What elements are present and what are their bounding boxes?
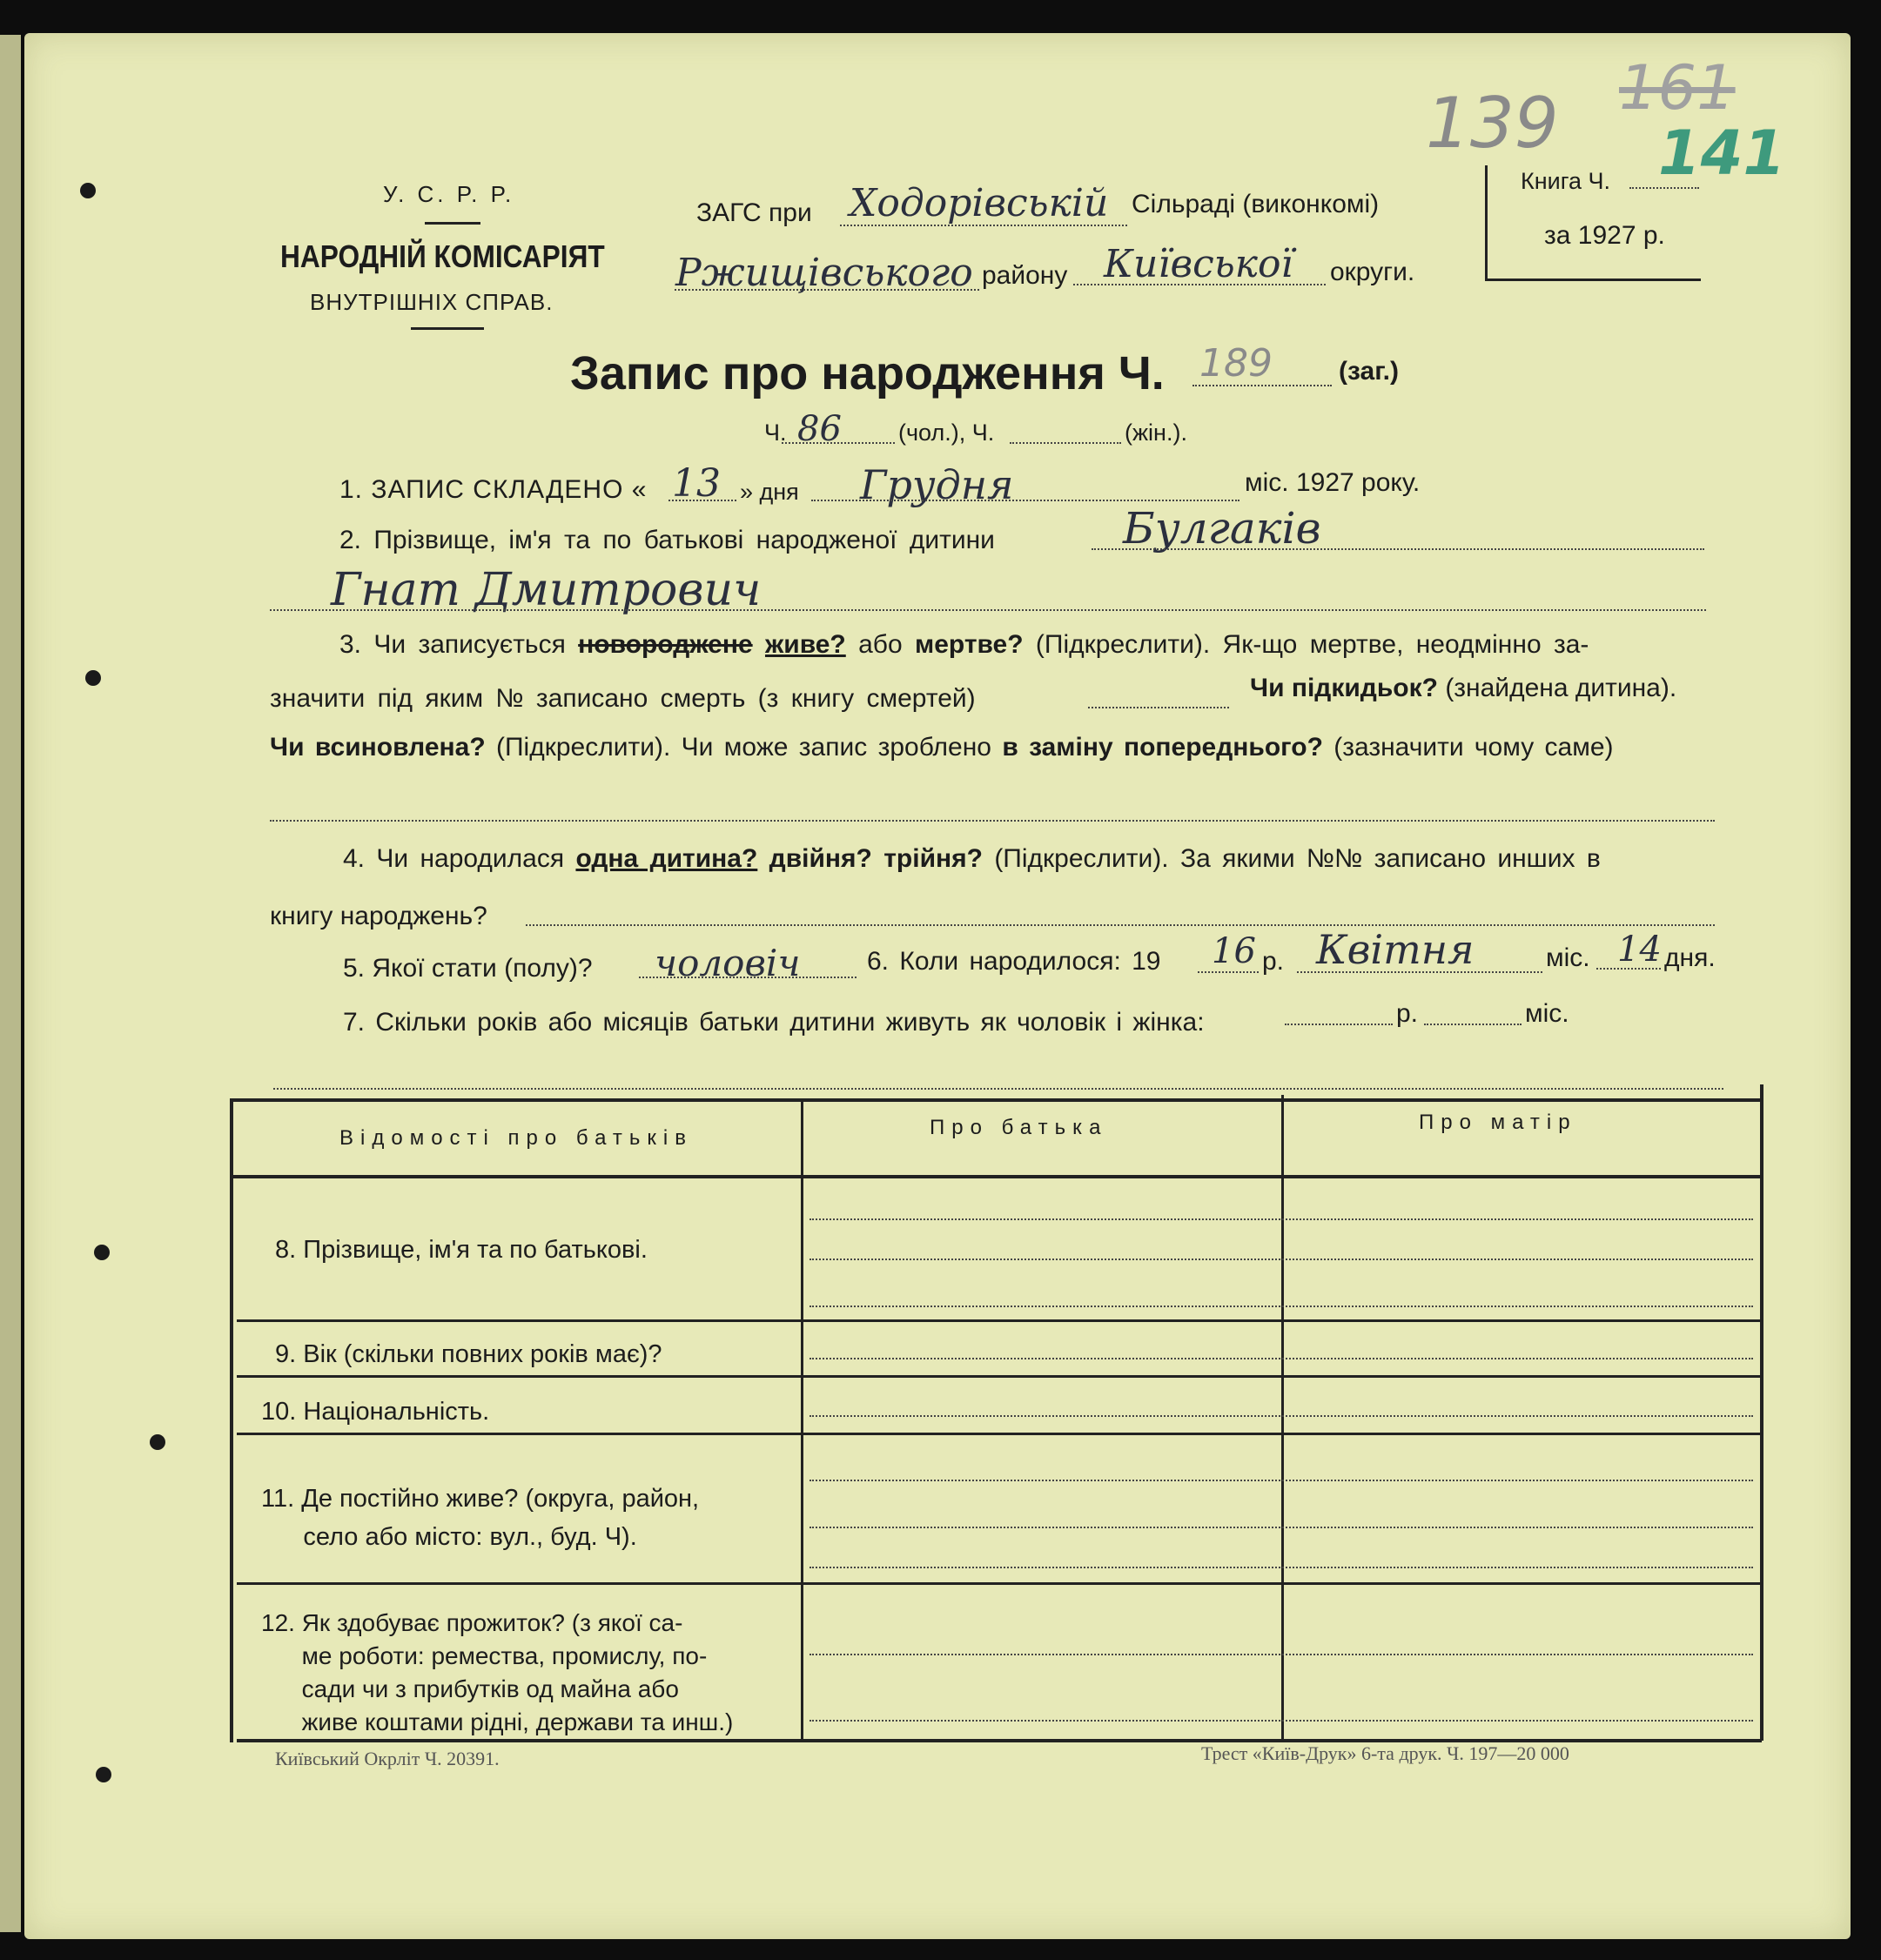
item6-year-suffix: р. — [1262, 947, 1285, 976]
row-divider — [237, 1319, 1762, 1322]
item7-years-suffix: р. — [1396, 999, 1419, 1028]
record-number-line — [1192, 385, 1332, 386]
item3-line3 — [270, 733, 1614, 762]
row-divider — [237, 1375, 1762, 1378]
item3-instr2: (Підкреслити). Чи може запис зроблено — [496, 733, 991, 762]
female-number-line — [1010, 442, 1121, 444]
record-number: 189 — [1199, 341, 1273, 386]
record-total-label: (заг.) — [1339, 357, 1400, 386]
village-council-name: Ходорівській — [850, 181, 1109, 225]
child-given-names-line — [270, 609, 1706, 611]
book-box-bottom-border — [1485, 279, 1701, 281]
item3-death-line — [1088, 707, 1229, 708]
village-council-line — [840, 225, 1127, 226]
okrug-line — [1073, 284, 1326, 285]
item3-or: або — [858, 630, 903, 659]
header-divider — [411, 327, 484, 330]
item4-instruction: (Підкреслити). За якими №№ записано инших в — [994, 844, 1601, 873]
punch-hole — [80, 183, 96, 198]
record-title: Запис про народження Ч. — [570, 347, 1165, 399]
table-header-mother: Про матір — [1419, 1111, 1577, 1134]
item3-found-child: (знайдена дитина). — [1445, 674, 1677, 702]
village-council-label: Сільраді (виконкомі) — [1132, 190, 1380, 218]
book-number-label: Книга Ч. — [1521, 168, 1610, 194]
item3-instruction: (Підкреслити). Як-що мертве, неодмінно за- — [1035, 630, 1589, 659]
table-header-info: Відомості про батьків — [339, 1126, 693, 1150]
table-row-11: 11. Де постійно живе? (округа, район, село або місто: вул., буд. Ч). — [261, 1485, 700, 1551]
child-surname: Булгаків — [1123, 503, 1321, 554]
item3-line1 — [339, 630, 1589, 660]
punch-hole — [85, 670, 101, 686]
punch-hole — [96, 1767, 111, 1782]
fill-line — [810, 1306, 1753, 1307]
row-divider — [237, 1582, 1762, 1585]
item5-sex: чоловіч — [655, 942, 801, 984]
item4-one-child: одна дитина? — [575, 844, 758, 873]
item7-blank-line — [273, 1088, 1723, 1090]
fill-line — [810, 1527, 1753, 1528]
male-label: (чол.), Ч. — [898, 420, 995, 446]
item1-month: Грудня — [860, 461, 1014, 508]
item3-blank-line — [270, 820, 1715, 822]
item4-line2: книгу народжень? — [270, 902, 487, 930]
commissariat-title: НАРОДНІЙ КОМІСАРІЯТ — [280, 238, 605, 274]
male-number-line — [782, 442, 895, 444]
row-divider — [237, 1433, 1762, 1435]
fill-line — [810, 1654, 1753, 1655]
item4-line1 — [343, 844, 1601, 874]
item7-months-line — [1424, 1024, 1522, 1025]
male-number: 86 — [797, 409, 842, 449]
fill-line — [810, 1720, 1753, 1722]
item3-replacement: в заміну попереднього? — [1002, 733, 1323, 762]
zags-label: ЗАГС при — [696, 198, 812, 227]
item6-year: 16 — [1212, 931, 1256, 971]
fill-line — [810, 1415, 1753, 1417]
table-border — [230, 1098, 1763, 1102]
table-row-12: 12. Як здобуває прожиток? (з якої са- ме роботи: ремества, промислу, по- сади чи з прибутків од майна або живе коштами рідні, держави та инш.) — [261, 1609, 734, 1735]
item6-day: 14 — [1617, 930, 1662, 970]
item6-month: Квітня — [1316, 926, 1475, 973]
item5-label: 5. Якої стати (полу)? — [343, 954, 593, 983]
table-border — [1760, 1084, 1763, 1741]
item3-option-newborn: новороджене — [578, 630, 753, 659]
item2-label: 2. Прізвище, ім'я та по батькові народженої дитини — [339, 526, 995, 554]
district-line — [675, 289, 979, 291]
item4-question: 4. Чи народилася — [343, 844, 565, 873]
item6-day-suffix: дня. — [1664, 943, 1716, 972]
table-row-9: 9. Вік (скільки повних років має)? — [275, 1340, 662, 1368]
item1-month-line — [811, 500, 1239, 501]
male-number-prefix: Ч. — [764, 420, 787, 446]
item6-year-line — [1198, 971, 1259, 973]
item3-option-dead: мертве? — [915, 630, 1024, 659]
item1-day-label: » дня — [740, 479, 799, 505]
item7-years-line — [1285, 1024, 1393, 1025]
item1-day: 13 — [672, 461, 721, 506]
item6-month-line — [1297, 971, 1542, 973]
child-given-names: Гнат Дмитрович — [331, 564, 762, 616]
archive-number: 139 — [1426, 83, 1559, 164]
fill-line — [810, 1259, 1753, 1260]
item1-day-line — [668, 500, 736, 501]
table-header-father: Про батька — [930, 1116, 1108, 1139]
district-label: району — [982, 261, 1068, 290]
column-divider — [1281, 1095, 1284, 1741]
item3-option-alive: живе? — [764, 630, 846, 659]
republic-abbr: У. С. Р. Р. — [383, 181, 515, 207]
fill-line — [810, 1480, 1753, 1481]
book-year: за 1927 р. — [1544, 221, 1665, 250]
item4-blank-line — [526, 924, 1715, 926]
table-row-8: 8. Прізвище, ім'я та по батькові. — [275, 1236, 648, 1264]
okrug-name: Київської — [1104, 242, 1293, 286]
item3-death-text: значити під яким № записано смерть (з книгу смертей) — [270, 684, 976, 713]
fill-line — [810, 1218, 1753, 1220]
item1-label: 1. ЗАПИС СКЛАДЕНО « — [339, 475, 648, 504]
table-border — [230, 1098, 233, 1742]
item7-months-suffix: міс. — [1525, 999, 1569, 1028]
footer-left: Київський Окрліт Ч. 20391. — [275, 1748, 500, 1769]
item3-foundling: Чи підкидьок? — [1250, 674, 1438, 702]
item6-label: 6. Коли народилося: 19 — [867, 947, 1161, 976]
item4-options: двійня? трійня? — [769, 844, 983, 873]
item7-label: 7. Скільки років або місяців батьки дитини живуть як чоловік і жінка: — [343, 1008, 1205, 1037]
fill-line — [810, 1567, 1753, 1568]
item6-month-suffix: міс. — [1546, 943, 1590, 972]
item1-year-label: міс. 1927 року. — [1245, 468, 1421, 497]
item3-question: 3. Чи записується — [339, 630, 566, 659]
footer-right: Трест «Київ-Друк» 6-та друк. Ч. 197—20 000 — [1201, 1742, 1569, 1764]
child-surname-line — [1092, 548, 1704, 550]
fill-line — [810, 1358, 1753, 1359]
okrug-label: округи. — [1330, 258, 1415, 286]
item3-line2 — [270, 684, 976, 714]
item6-day-line — [1596, 968, 1661, 970]
book-box-left-border — [1485, 165, 1488, 280]
item3-line2-end — [1250, 674, 1676, 703]
left-page-edge — [0, 35, 21, 1932]
punch-hole — [150, 1434, 165, 1450]
column-divider — [801, 1098, 803, 1741]
female-label: (жін.). — [1125, 420, 1187, 446]
internal-affairs-label: ВНУТРІШНІХ СПРАВ. — [310, 289, 554, 315]
item3-adopted: Чи всиновлена? — [270, 733, 486, 762]
item3-instr3: (зазначити чому саме) — [1333, 733, 1614, 762]
item5-line — [639, 977, 857, 978]
table-row-10: 10. Національність. — [261, 1398, 490, 1426]
punch-hole — [94, 1245, 110, 1260]
row-divider — [233, 1175, 1762, 1178]
book-number-line — [1629, 187, 1699, 189]
archive-number-crossed: 161 — [1619, 52, 1736, 124]
header-divider — [425, 222, 480, 225]
archive-number-green: 141 — [1658, 117, 1786, 189]
district-name: Ржищівського — [675, 251, 973, 295]
